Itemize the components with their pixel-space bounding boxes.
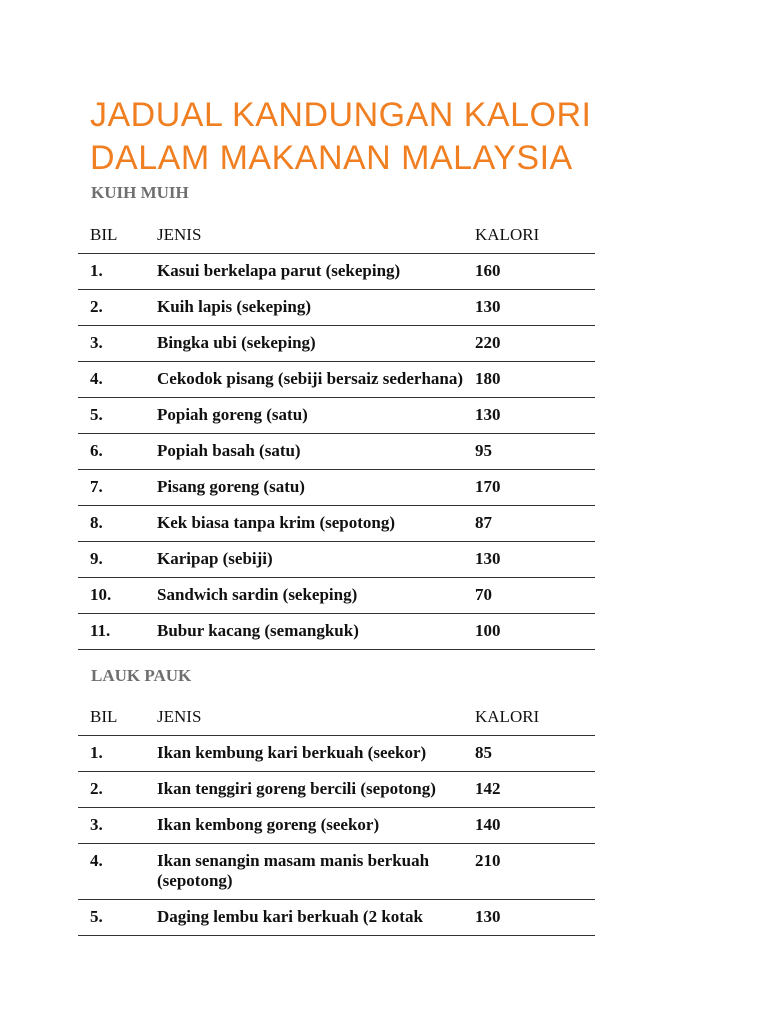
cell-jenis: Kuih lapis (sekeping) (157, 290, 475, 326)
table-row (78, 578, 595, 614)
cell-kalori: 180 (475, 362, 595, 398)
calorie-table-lauk-pauk (78, 699, 595, 936)
cell-kalori: 70 (475, 578, 595, 614)
table-row (78, 614, 595, 650)
cell-kalori: 140 (475, 808, 595, 844)
table-header-row (78, 699, 595, 736)
calorie-table-kuih-muih (78, 217, 595, 650)
cell-jenis: Ikan tenggiri goreng bercili (sepotong) (157, 772, 475, 808)
section-heading-kuih-muih: KUIH MUIH (91, 183, 189, 202)
table-row (78, 506, 595, 542)
cell-bil: 6. (78, 434, 157, 470)
cell-kalori: 170 (475, 470, 595, 506)
cell-bil: 3. (78, 326, 157, 362)
table-header-row (78, 217, 595, 254)
cell-kalori: 210 (475, 844, 595, 900)
table-row (78, 434, 595, 470)
cell-bil: 5. (78, 398, 157, 434)
cell-bil: 1. (78, 254, 157, 290)
cell-jenis: Karipap (sebiji) (157, 542, 475, 578)
cell-bil: 4. (78, 362, 157, 398)
cell-kalori: 160 (475, 254, 595, 290)
table-row (78, 772, 595, 808)
cell-bil: 7. (78, 470, 157, 506)
column-header-bil: BIL (78, 217, 157, 254)
cell-jenis: Popiah goreng (satu) (157, 398, 475, 434)
table-row (78, 398, 595, 434)
column-header-kalori: KALORI (475, 699, 595, 736)
table-row (78, 254, 595, 290)
table-row (78, 736, 595, 772)
cell-bil: 1. (78, 736, 157, 772)
cell-bil: 3. (78, 808, 157, 844)
cell-bil: 9. (78, 542, 157, 578)
cell-jenis: Ikan senangin masam manis berkuah (sepotong) (157, 844, 475, 900)
cell-kalori: 130 (475, 900, 595, 936)
cell-jenis: Kek biasa tanpa krim (sepotong) (157, 506, 475, 542)
cell-kalori: 100 (475, 614, 595, 650)
column-header-bil: BIL (78, 699, 157, 736)
cell-jenis: Ikan kembong goreng (seekor) (157, 808, 475, 844)
table-row (78, 808, 595, 844)
cell-jenis: Bubur kacang (semangkuk) (157, 614, 475, 650)
table-row (78, 290, 595, 326)
cell-jenis: Bingka ubi (sekeping) (157, 326, 475, 362)
cell-jenis: Popiah basah (satu) (157, 434, 475, 470)
cell-kalori: 130 (475, 542, 595, 578)
cell-jenis: Sandwich sardin (sekeping) (157, 578, 475, 614)
cell-kalori: 85 (475, 736, 595, 772)
table-row (78, 542, 595, 578)
title-line-2: DALAM MAKANAN MALAYSIA (90, 139, 573, 177)
table-row (78, 470, 595, 506)
cell-jenis: Pisang goreng (satu) (157, 470, 475, 506)
cell-jenis: Cekodok pisang (sebiji bersaiz sederhana) (157, 362, 475, 398)
cell-bil: 8. (78, 506, 157, 542)
cell-kalori: 95 (475, 434, 595, 470)
document-title (90, 94, 710, 180)
cell-kalori: 130 (475, 398, 595, 434)
cell-kalori: 87 (475, 506, 595, 542)
title-line-1: JADUAL KANDUNGAN KALORI (90, 96, 592, 134)
table-row (78, 362, 595, 398)
table-row (78, 326, 595, 362)
table-row (78, 844, 595, 900)
table-row (78, 900, 595, 936)
cell-bil: 4. (78, 844, 157, 900)
cell-jenis: Kasui berkelapa parut (sekeping) (157, 254, 475, 290)
cell-kalori: 220 (475, 326, 595, 362)
cell-jenis: Daging lembu kari berkuah (2 kotak (157, 900, 475, 936)
cell-bil: 11. (78, 614, 157, 650)
cell-kalori: 142 (475, 772, 595, 808)
section-heading-lauk-pauk: LAUK PAUK (91, 666, 192, 685)
cell-jenis: Ikan kembung kari berkuah (seekor) (157, 736, 475, 772)
cell-bil: 10. (78, 578, 157, 614)
cell-bil: 5. (78, 900, 157, 936)
cell-bil: 2. (78, 772, 157, 808)
cell-bil: 2. (78, 290, 157, 326)
column-header-jenis: JENIS (157, 217, 475, 254)
column-header-jenis: JENIS (157, 699, 475, 736)
cell-kalori: 130 (475, 290, 595, 326)
column-header-kalori: KALORI (475, 217, 595, 254)
